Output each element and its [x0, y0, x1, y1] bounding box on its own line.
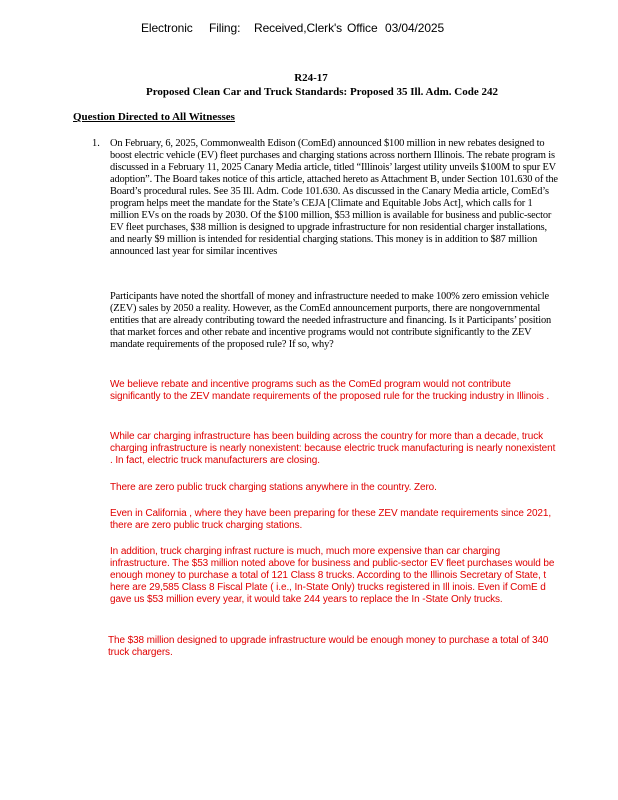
filing-stamp-header — [141, 21, 444, 35]
question-paragraph-2: Participants have noted the shortfall of money and infrastructure needed to make 100% zero emission vehicle (ZEV) sales by 2050 a reality. However, as the ComEd announcement purports, there are nongovernmental entities that are already contributing toward the needed infrastructure and financing. Is it Participants’ position that market forces and other rebate and incentive programs would not contribute significantly to the ZEV mandate requirements of the proposed rule? If so, why? — [110, 291, 552, 350]
answer-paragraph: There are zero public truck charging stations anywhere in the country. Zero. — [110, 482, 437, 493]
section-heading: Question Directed to All Witnesses — [73, 111, 235, 123]
docket-number: R24-17 — [294, 72, 328, 84]
answer-paragraph: In addition, truck charging infrast ructure is much, much more expensive than car charging infrastructure. The $53 million noted above for business and public-sector EV fleet purchases would be enough money to purchase a total of 121 Class 8 trucks. According to the Illinois Secretary of State, t here are 29,585 Class 8 Fiscal Plate ( i.e., In-State Only) trucks registered in Ill inois. Even if ComE d gave us $53 million every year, it would take 244 years to replace the In -State Only trucks. — [110, 546, 555, 605]
header-filing: Filing: — [209, 21, 241, 35]
question-paragraph-1: On February, 6, 2025, Commonwealth Edison (ComEd) announced $100 million in new rebates designed to boost electric vehicle (EV) fleet purchases and charging stations across northern Illinois. The rebate program is discussed in a February 11, 2025 Canary Media article, titled “Illinois’ largest utility unveils $100M to spur EV adoption”. The Board takes notice of this article, attached hereto as Attachment B, under Section 101.630 of the Board’s procedural rules. See 35 Ill. Adm. Code 101.630. As discussed in the Canary Media article, ComEd’s program helps meet the mandate for the State’s CEJA [Climate and Equitable Jobs Act], which calls for 1 million EVs on the roads by 2030. Of the $100 million, $53 million is available for business and public-sector EV fleet purchases, $38 million is designed to upgrade infrastructure for non residential charger installations, and nearly $9 million is intended for residential charging stations. This money is in addition to $87 million announced last year for similar incentives — [110, 138, 558, 257]
header-received: Received,Clerk's — [254, 21, 343, 35]
answer-paragraph: Even in California , where they have been preparing for these ZEV mandate requirements since 2021, there are zero public truck charging stations. — [110, 508, 552, 531]
answer-paragraph: We believe rebate and incentive programs such as the ComEd program would not contribute significantly to the ZEV mandate requirements of the proposed rule for the trucking industry in Illinois . — [110, 379, 550, 402]
header-electronic: Electronic — [141, 21, 193, 35]
header-date: 03/04/2025 — [385, 21, 445, 35]
header-office: Office — [347, 21, 378, 35]
answer-paragraph: The $38 million designed to upgrade infrastructure would be enough money to purchase a total of 340 truck chargers. — [108, 635, 549, 658]
answer-paragraph: While car charging infrastructure has been building across the country for more than a decade, truck charging infrastructure is nearly nonexistent: because electric truck manufacturing is nearly nonexistent . In fact, electric truck manufacturers are closing. — [110, 431, 556, 466]
question-number: 1. — [92, 138, 100, 149]
document-title: Proposed Clean Car and Truck Standards: Proposed 35 Ill. Adm. Code 242 — [146, 86, 498, 98]
